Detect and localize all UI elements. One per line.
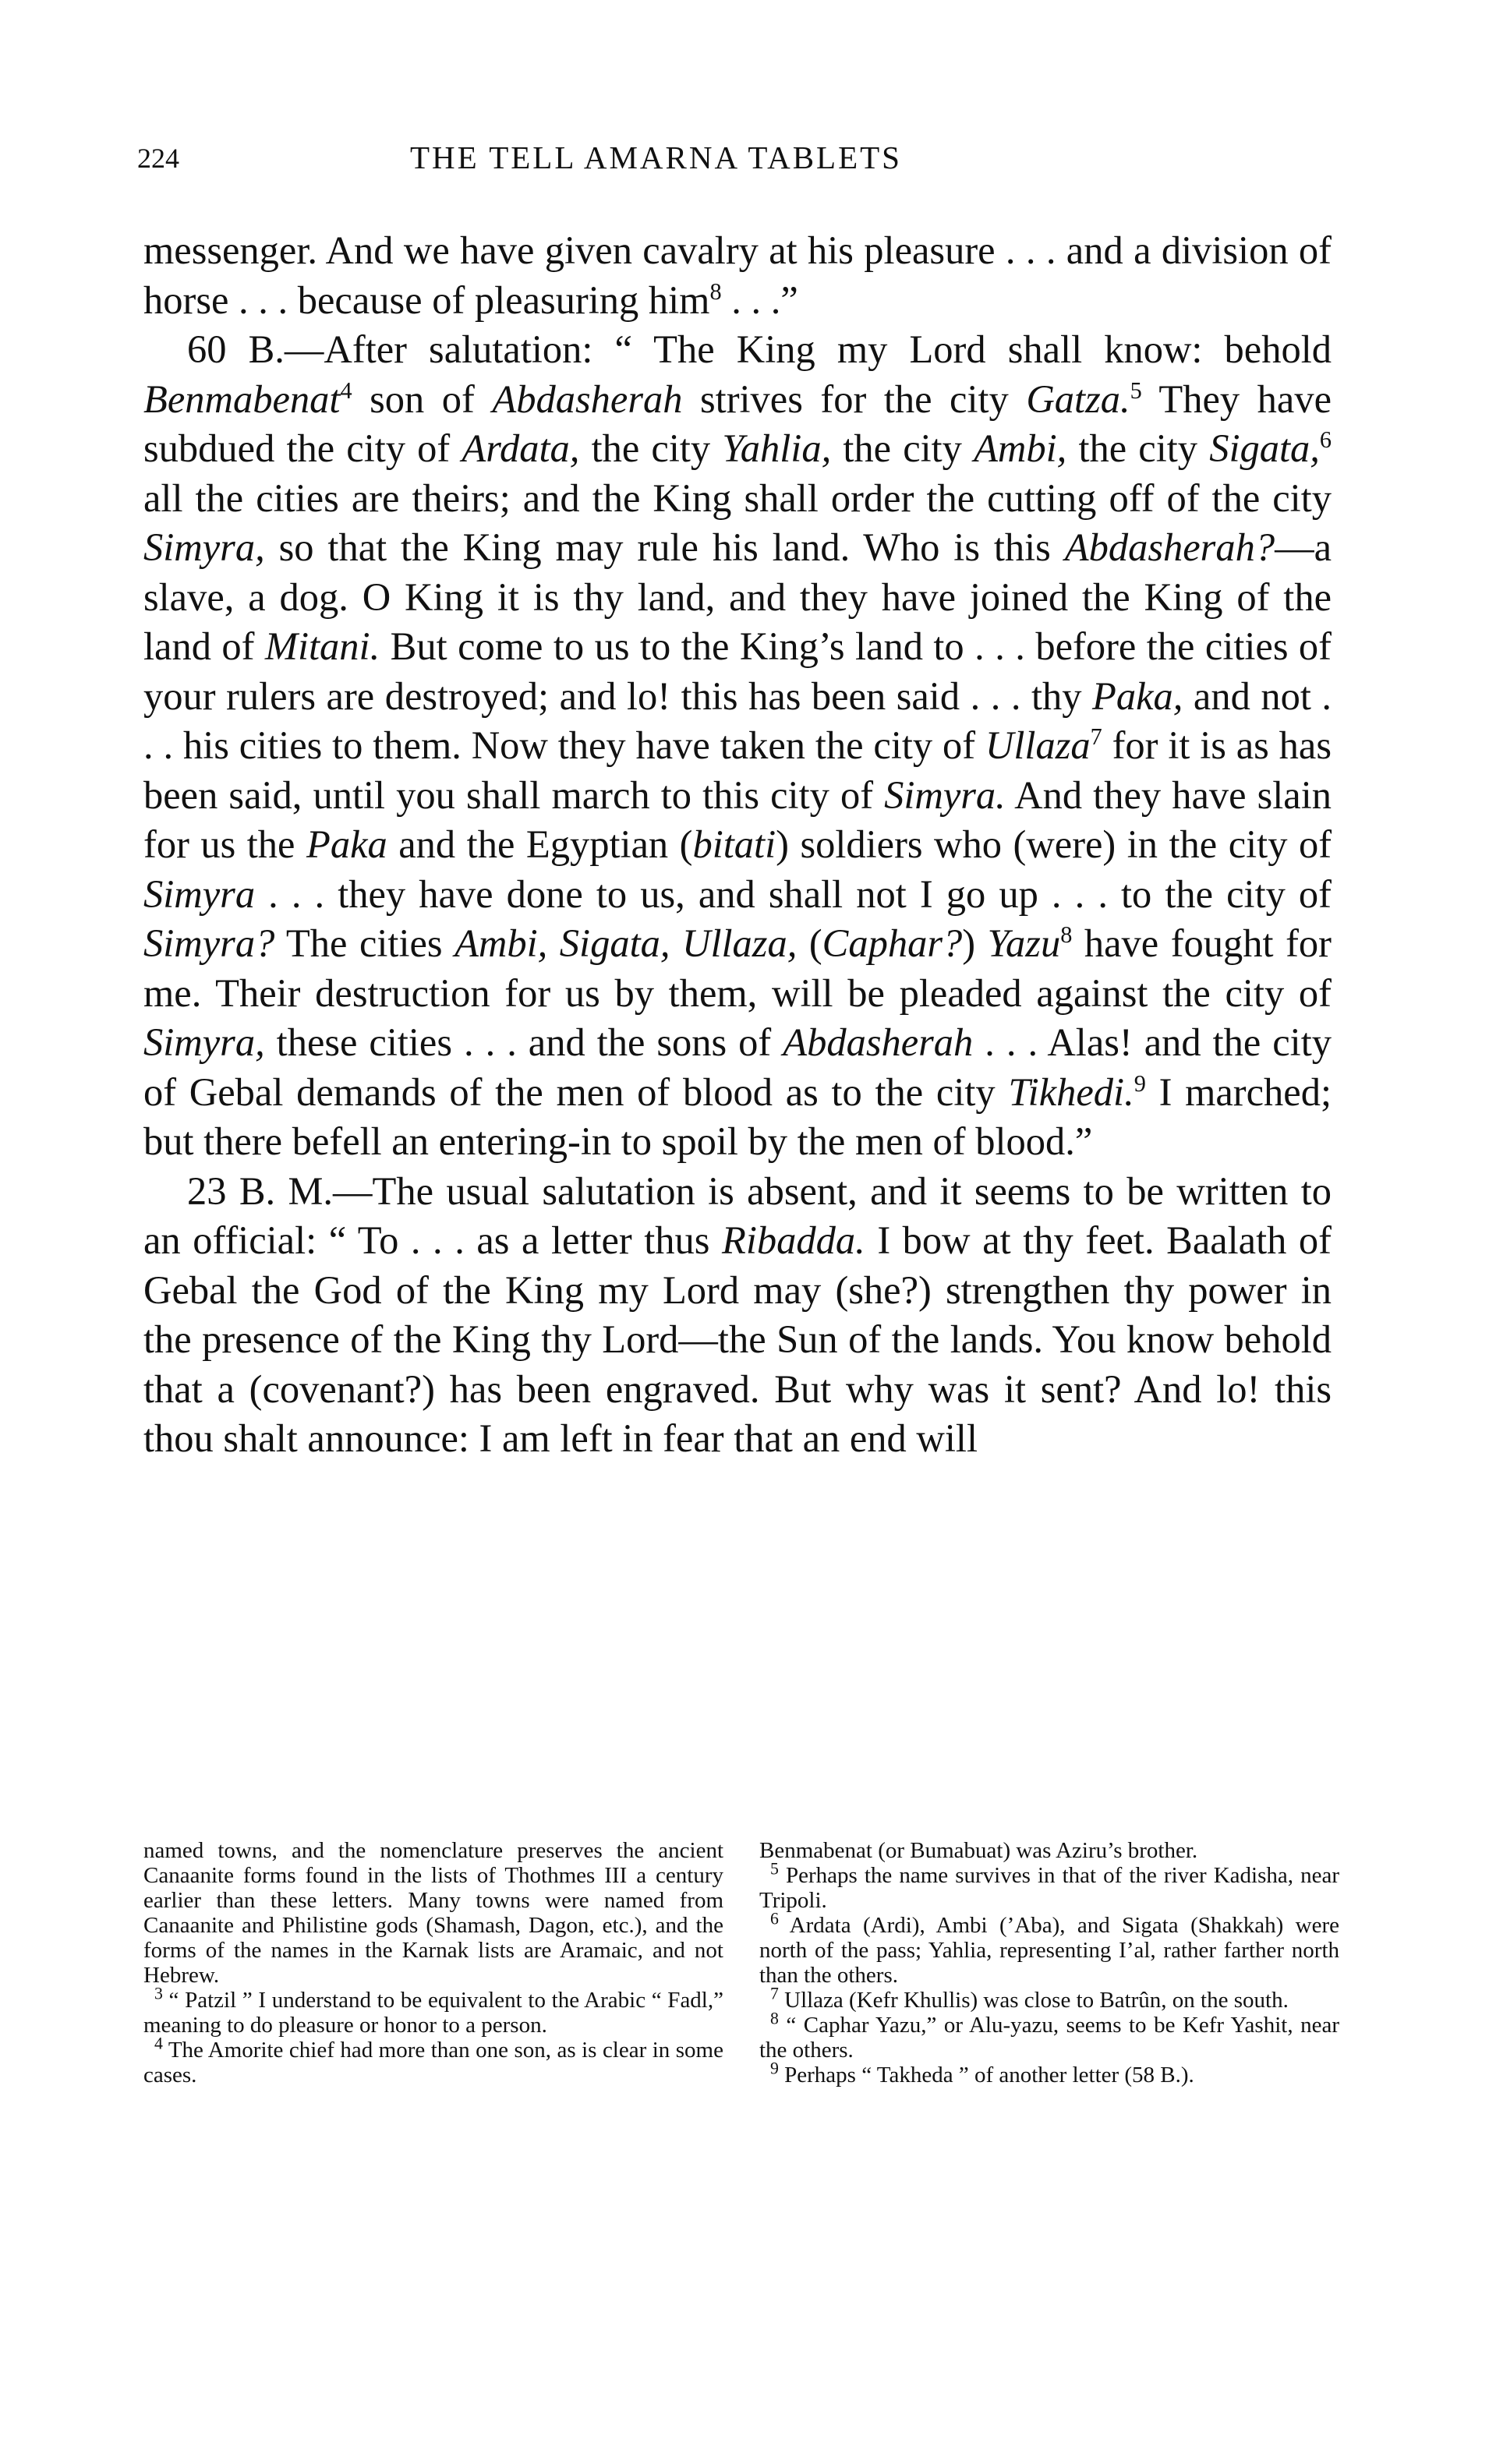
paragraph-23bm: 23 B. M.—The usual salutation is absent, and it seems to be written to an official: “ To . . . as a letter thus Ribadda. I bow at thy feet. Baalath of Gebal the God of the King my Lord may (she?) strengthen thy power in the presence of the King thy Lord—the Sun of the lands. You know behold that a (covenant?) has been engraved. But why was it sent? And lo! this thou shalt announce: I am left in fear that an end will <box>143 1168 1332 1460</box>
main-text <box>143 226 1332 1464</box>
footnote-8: $^8$ “ Caphar Yazu,” or Alu-yazu, seems to be Kefr Yashit, near the others. <box>759 2009 1339 2063</box>
footnote-5: $^5$ Perhaps the name survives in that of the river Kadisha, near Tripoli. <box>759 1859 1339 1913</box>
footnote-7: $^7$ Ullaza (Kefr Khullis) was close to Batrûn, on the south. <box>770 1984 1289 2013</box>
footnote-6: $^6$ Ardata (Ardi), Ambi (’Aba), and Sigata (Shakkah) were north of the pass; Yahlia, representing I’al, rather farther north than the others. <box>759 1909 1339 1988</box>
name-benmabenat: Benmabenat <box>143 376 341 421</box>
running-title: THE TELL AMARNA TABLETS <box>410 140 902 175</box>
footnote-ref[interactable]: 8 <box>709 278 722 305</box>
footnote-continuation: named towns, and the nomenclature preserves the ancient Canaanite forms found in the lists of Thothmes III a century earlier than these letters. Many towns were named from Canaanite and Philistine gods (Shamash, Dagon, etc.), and the forms of the names in the Karnak lists are Aramaic, and not Hebrew. <box>143 1838 723 1988</box>
footnote-ref[interactable]: 5 <box>1130 376 1142 404</box>
footnotes-left-column <box>143 1838 723 2088</box>
footnotes-right-column <box>759 1838 1339 2088</box>
footnote-3: $^3$ “ Patzil ” I understand to be equivalent to the Arabic “ Fadl,” meaning to do pleasure or honor to a person. <box>143 1984 723 2038</box>
footnote-ref[interactable]: 9 <box>1134 1069 1146 1097</box>
footnote-ref[interactable]: 8 <box>1060 921 1073 949</box>
paragraph-60b: 60 B.—After salutation: “ The King my Lord shall know: behold Benmabenat$^4$ son of Abdasherah strives for the city Gatza.$^5$ They have subdued the city of Ardata, the city Yahlia, the city Ambi, the city Sigata,$^6$ all the cities are theirs; and the King shall order the cutting off of the city Simyra, so that the King may rule his land. Who is this Abdasherah?—a slave, a dog. O King it is thy land, and they have joined the King of the land of Mitani. But come to us to the King’s land to . . . before the cities of your rulers are destroyed; and lo! this has been said . . . thy Paka, and not . . . his cities to them. Now they have taken the city of Ullaza$^7$ for it is as has been said, until you shall march to this city of Simyra. And they have slain for us the Paka and the Egyptian (bitati) soldiers who (were) in the city of Simyra . . . they have done to us, and shall not I go up . . . to the city of Simyra? The cities Ambi, Sigata, Ullaza, (Caphar?) Yazu$^8$ have fought for me. Their destruction for us by them, will be pleaded against the city of Simyra, these cities . . . and the sons of Abdasherah . . . Alas! and the city of Gebal demands of the men of blood as to the city Tikhedi.$^9$ I marched; but there befell an entering-in to spoil by the men of blood.” <box>143 327 1332 1163</box>
paragraph-1: messenger. And we have given cavalry at his pleasure . . . and a division of horse . . . because of pleasuring him$^8$ . . .” <box>143 228 1332 322</box>
page-number: 224 <box>137 143 179 174</box>
name-ribadda: Ribadda. <box>722 1218 865 1262</box>
footnotes <box>143 1838 1339 2088</box>
footnote-ref[interactable]: 7 <box>1090 723 1102 751</box>
footnote-4: $^4$ The Amorite chief had more than one son, as is clear in some cases. <box>143 2034 723 2088</box>
page-header <box>137 139 1346 186</box>
footnote-ref[interactable]: 4 <box>340 376 352 404</box>
footnote-continuation: Benmabenat (or Bumabuat) was Aziru’s brother. <box>759 1838 1198 1863</box>
footnote-9: $^9$ Perhaps “ Takheda ” of another letter (58 B.). <box>770 2059 1194 2088</box>
footnote-ref[interactable]: 6 <box>1319 426 1332 454</box>
